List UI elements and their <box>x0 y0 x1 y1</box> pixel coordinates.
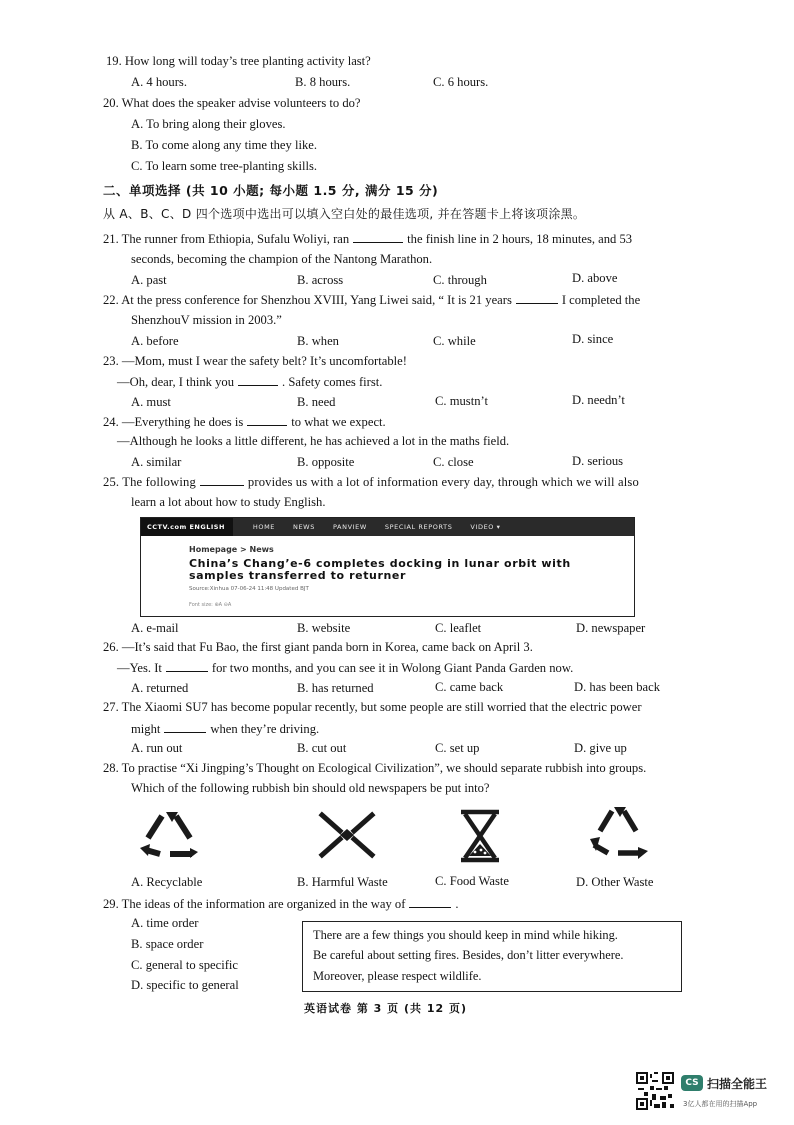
q22-option-a: A. before <box>131 334 179 348</box>
q26-option-c: C. came back <box>435 680 504 694</box>
q23-option-b: B. need <box>297 395 336 409</box>
q20-option-a: A. To bring along their gloves. <box>131 117 286 131</box>
q28-line2: Which of the following rubbish bin should old newspapers be put into? <box>131 781 490 795</box>
q19-option-a: A. 4 hours. <box>131 75 187 89</box>
q20-option-c: C. To learn some tree-planting skills. <box>131 159 318 173</box>
q24-line1 <box>103 414 386 430</box>
q20-stem: 20. What does the speaker advise volunteers to do? <box>103 96 361 110</box>
q22-option-b: B. when <box>297 334 339 348</box>
q21-line1 <box>103 231 632 247</box>
q29-option-c: C. general to specific <box>131 958 239 972</box>
q28-option-c: C. Food Waste <box>435 874 509 888</box>
section-instruction: 从 A、B、C、D 四个选项中选出可以填入空白处的最佳选项, 并在答题卡上将该项涂黑。 <box>103 207 586 221</box>
qr-code-icon <box>636 1072 674 1110</box>
q27-text-b: when they’re driving. <box>210 722 320 736</box>
news-source: Source:Xinhua 07-06-24 11:48 Updated BJT <box>189 586 309 592</box>
q24-text-b: to what we expect. <box>291 415 386 429</box>
q21-option-c: C. through <box>433 273 487 287</box>
q27-line1: 27. The Xiaomi SU7 has become popular recently, but some people are still worried that the electric power <box>103 700 642 714</box>
scanner-slogan: 3亿人都在用的扫描App <box>683 1100 758 1108</box>
harmful-cross-icon <box>316 809 378 861</box>
recycle-triangle-icon <box>136 808 202 862</box>
q23-line2 <box>117 374 382 390</box>
page-footer: 英语试卷 第 3 页 (共 12 页) <box>304 1002 467 1015</box>
q26-option-a: A. returned <box>131 681 189 695</box>
q25-text-a: 25. The following <box>103 475 196 489</box>
q25-option-b: B. website <box>297 621 351 635</box>
q22-option-d: D. since <box>572 332 614 346</box>
news-font-size: Font size: ⊕A ⊖A <box>189 602 232 608</box>
q25-option-a: A. e-mail <box>131 621 179 635</box>
q27-option-c: C. set up <box>435 741 480 755</box>
q26-text-b: for two months, and you can see it in Wolong Giant Panda Garden now. <box>211 661 574 675</box>
scanner-logo: CS <box>681 1075 703 1091</box>
q25-text-b: provides us with a lot of information every day, through which we will also <box>247 475 639 489</box>
q29-text-a: 29. The ideas of the information are organized in the way of <box>103 897 406 911</box>
q26-text-a: —Yes. It <box>117 661 162 675</box>
q29-text-b: . <box>455 897 459 911</box>
q23-text-b: . Safety comes first. <box>282 375 383 389</box>
news-headline-line1: China’s Chang’e-6 completes docking in lunar orbit with <box>189 557 571 570</box>
food-hourglass-icon <box>455 808 505 864</box>
q27-option-a: A. run out <box>131 741 183 755</box>
q22-line2: ShenzhouV mission in 2003.” <box>131 313 282 327</box>
news-screenshot <box>140 517 635 617</box>
q21-text-b: the finish line in 2 hours, 18 minutes, and 53 <box>407 232 633 246</box>
q28-line1: 28. To practise “Xi Jingping’s Thought on Ecological Civilization”, we should separate rubbish into groups. <box>103 761 647 775</box>
q25-line2: learn a lot about how to study English. <box>131 495 326 509</box>
answer-blank <box>516 292 558 304</box>
answer-blank <box>409 896 451 908</box>
answer-blank <box>238 374 278 386</box>
answer-blank <box>164 721 206 733</box>
q24-option-c: C. close <box>433 455 474 469</box>
info-line-3: Moreover, please respect wildlife. <box>313 969 482 983</box>
q24-option-b: B. opposite <box>297 455 355 469</box>
q29-stem <box>103 896 459 912</box>
news-nav-panview: PANVIEW <box>332 523 367 531</box>
news-nav-special-reports: SPECIAL REPORTS <box>384 523 453 531</box>
news-nav-video: VIDEO ▾ <box>470 523 501 531</box>
q23-option-c: C. mustn’t <box>435 394 488 408</box>
q21-text-a: 21. The runner from Ethiopia, Sufalu Woliyi, ran <box>103 232 350 246</box>
q19-stem: 19. How long will today’s tree planting activity last? <box>106 54 371 68</box>
q22-text-b: I completed the <box>561 293 641 307</box>
answer-blank <box>166 660 208 672</box>
scanner-name: 扫描全能王 <box>707 1077 768 1091</box>
q23-text-a: —Oh, dear, I think you <box>117 375 235 389</box>
news-headline-line2: samples transferred to returner <box>189 569 407 582</box>
q25-option-c: C. leaflet <box>435 621 482 635</box>
q28-option-d: D. Other Waste <box>576 875 654 889</box>
answer-blank <box>353 231 403 243</box>
q29-option-a: A. time order <box>131 916 199 930</box>
q27-text-a: might <box>131 722 161 736</box>
q27-line2 <box>131 721 319 737</box>
q22-option-c: C. while <box>433 334 476 348</box>
q24-option-a: A. similar <box>131 455 182 469</box>
answer-blank <box>200 474 244 486</box>
q28-option-a: A. Recyclable <box>131 875 203 889</box>
q20-option-b: B. To come along any time they like. <box>131 138 318 152</box>
hiking-info-box <box>302 921 682 992</box>
q22-line1 <box>103 292 640 308</box>
q21-line2: seconds, becoming the champion of the Nantong Marathon. <box>131 252 433 266</box>
q25-line1 <box>103 474 639 490</box>
info-line-1: There are a few things you should keep in mind while hiking. <box>313 928 618 942</box>
q23-line1: 23. —Mom, must I wear the safety belt? It’s uncomfortable! <box>103 354 407 368</box>
q19-option-c: C. 6 hours. <box>433 75 489 89</box>
info-line-2: Be careful about setting fires. Besides, don’t litter everywhere. <box>313 948 624 962</box>
q27-option-d: D. give up <box>574 741 627 755</box>
news-nav-news: NEWS <box>293 523 315 531</box>
q26-line1: 26. —It’s said that Fu Bao, the first giant panda born in Korea, came back on April 3. <box>103 640 533 654</box>
q21-option-b: B. across <box>297 273 344 287</box>
q24-line2: —Although he looks a little different, he has achieved a lot in the maths field. <box>117 434 510 448</box>
q26-option-d: D. has been back <box>574 680 661 694</box>
news-nav-home: HOME <box>252 523 276 531</box>
other-recycle-icon <box>586 805 650 863</box>
news-navbar <box>141 518 634 536</box>
news-breadcrumb: Homepage > News <box>189 545 274 554</box>
q29-option-b: B. space order <box>131 937 204 951</box>
q21-option-d: D. above <box>572 271 618 285</box>
answer-blank <box>247 414 287 426</box>
q24-option-d: D. serious <box>572 454 624 468</box>
q26-option-b: B. has returned <box>297 681 374 695</box>
q25-option-d: D. newspaper <box>576 621 646 635</box>
q19-option-b: B. 8 hours. <box>295 75 351 89</box>
q29-option-d: D. specific to general <box>131 978 239 992</box>
q23-option-d: D. needn’t <box>572 393 625 407</box>
news-headline <box>189 558 571 582</box>
q26-line2 <box>117 660 573 676</box>
section-heading: 二、单项选择 (共 10 小题; 每小题 1.5 分, 满分 15 分) <box>103 183 439 198</box>
q27-option-b: B. cut out <box>297 741 347 755</box>
news-logo: CCTV.com ENGLISH <box>141 518 233 536</box>
q28-option-b: B. Harmful Waste <box>297 875 388 889</box>
q24-text-a: 24. —Everything he does is <box>103 415 244 429</box>
q23-option-a: A. must <box>131 395 171 409</box>
q21-option-a: A. past <box>131 273 167 287</box>
q22-text-a: 22. At the press conference for Shenzhou XVIII, Yang Liwei said, “ It is 21 years <box>103 293 512 307</box>
